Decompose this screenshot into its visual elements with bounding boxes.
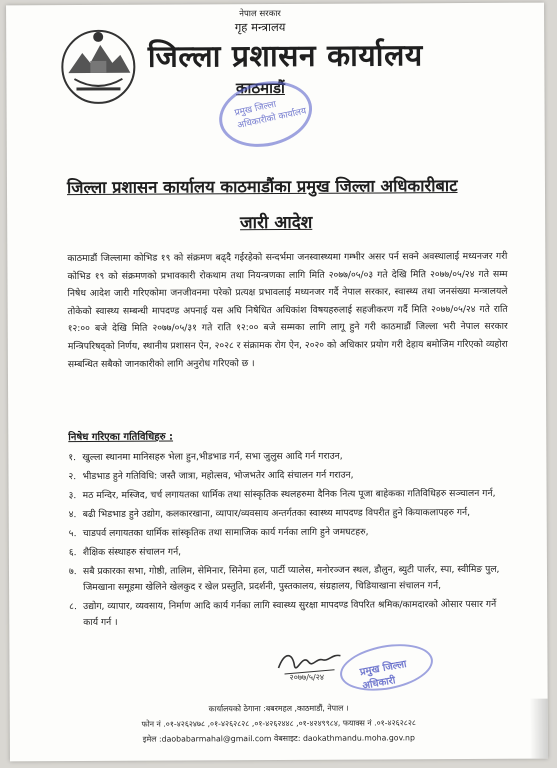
- cdo-seal: [336, 637, 436, 697]
- list-item: [69, 486, 509, 504]
- list-item: [69, 597, 509, 631]
- list-item: [69, 543, 509, 561]
- item-text: उद्योग, व्यापार, व्यवसाय, निर्माण आदि कार्य गर्नका लागि स्वास्थ्य सुरक्षा मापदण्ड विपरित श्रमिक/कामदारको ओसार पसार गर्ने कार्य गर्न ।: [83, 598, 497, 629]
- item-number: ४.: [68, 509, 77, 521]
- page-edge-shadow: [530, 699, 548, 759]
- item-text: चाडपर्व लगायतका धार्मिक सांस्कृतिक तथा सामाजिक कार्य गर्नका लागि हुने जमघटहरु,: [82, 526, 369, 540]
- district-label: काठमाडौं: [235, 78, 285, 98]
- item-number: ६.: [68, 547, 77, 559]
- list-item: [69, 562, 509, 596]
- item-number: ८.: [69, 601, 77, 613]
- footer-phones: फोन नं .०१-४२६२४७८ ,०१-४२६२८२८ ,०१-४२६२४४८ ,०१-४२४९९८४, फयाक्स नं .०१-४२६२८२८: [141, 718, 416, 729]
- item-text: बढी भिडभाड हुने उद्योग, कलकारखाना, व्यापार/व्यवसाय अन्तर्गतका स्वास्थ्य मापदण्ड विपरीत हुने कियाकलापहरु गर्न,: [82, 506, 471, 521]
- order-body: काठमाडौं जिल्लामा कोभिड १९ को संक्रमण बढ्दै गईरहेको सन्दर्भमा जनस्वास्थ्यमा गम्भीर असर पर्न सक्ने अवस्थालाई मध्यनजर गरी कोभिड १९ को संक्रमणको प्रभावकारी रोकथाम तथा नियन्त्रणका लागि मिति २०७७/०५/०३ गते देखि मिति २०७७/०५/२४ गते सम्म निषेध आदेश जारी गरिएकोमा जनजीवनमा परेको प्रत्यक्ष प्रभावलाई मध्यनजर गर्दै नेपाल सरकार, स्वास्थ्य तथा जनसंख्या मन्त्रालयले तोकेको स्वास्थ्य सम्बन्धी मापदण्ड अपनाई यस अघि निषेधित अधिकांश विषयहरुलाई सहजीकरण गर्दै मिति २०७७/०५/२४ गते राति १२:०० बजे देखि मिति २०७७/०५/३१ गते राति १२:०० बजे सम्मका लागि लागू हुने गरी काठमाडौं जिल्ला भरी नेपाल सरकार मन्त्रिपरिषद्को निर्णय, स्थानीय प्रशासन ऐन, २०२८ र संक्रामक रोग ऐन, २०२० को अधिकार प्रयोग गरी देहाय बमोजिम गरिएको व्यहोरा सम्बन्धित सबैको जानकारीको लागि अनुरोध गरिएको छ ।: [67, 250, 508, 370]
- document-subtitle: जारी आदेश: [239, 212, 313, 234]
- document-page: [6, 3, 548, 762]
- government-label: नेपाल सरकार: [239, 8, 281, 20]
- stamp-text: प्रमुख जिल्ला अधिकारीको कार्यालय: [233, 99, 308, 132]
- office-title: जिल्ला प्रशासन कार्यालय: [147, 38, 423, 75]
- footer-address: कार्यालयको ठेगाना :बबरमहल ,काठमाडौं, नेपाल ।: [208, 703, 349, 714]
- item-text: सबै प्रकारका सभा, गोष्ठी, तालिम, सेमिनार, सिनेमा हल, पार्टी प्यालेस, मनोरञ्जन स्थल, डौलुन, ब्युटी पार्लर, स्पा, स्वीमिङ पुल, जिमखाना समूहमा खेलिने खेलकुद र खेल प्रस्तुति, प्रदर्शनी, पुस्तकालय, संग्रहालय, चिडियाखाना संचालन गर्न,: [82, 563, 500, 594]
- document-title: जिल्ला प्रशासन कार्यालय काठमाडौंका प्रमुख जिल्ला अधिकारीबाट: [66, 176, 458, 198]
- item-number: ७.: [68, 566, 77, 578]
- prohibited-section-title: निषेध गरिएका गतिविधिहरु :: [68, 431, 174, 444]
- seal-text: प्रमुख जिल्ला अधिकारी: [359, 658, 408, 692]
- list-item: [68, 467, 508, 485]
- item-text: मठ मन्दिर, मस्जिद, चर्च लगायतका धार्मिक तथा सांस्कृतिक स्थलहरुमा दैनिक नित्य पूजा बाहेकका गतिविधिहरु सञ्चालन गर्न,: [82, 487, 496, 502]
- ministry-label: गृह मन्त्रालय: [234, 19, 286, 35]
- footer-contact: इमेल :daobabarmahal@gmail.com वेबसाइट: daokathmandu.moha.gov.np: [142, 733, 415, 744]
- prohibited-list: [68, 448, 509, 634]
- list-item: [69, 505, 509, 523]
- list-item: [69, 524, 509, 542]
- item-text: भीडभाड हुने गतिविधि: जस्तै जात्रा, महोत्सव, भोजभतेर आदि संचालन गर्न गराउन,: [82, 469, 354, 483]
- item-text: शैक्षिक संस्थाहरु संचालन गर्न,: [82, 546, 182, 559]
- item-number: २.: [68, 471, 77, 483]
- item-number: १.: [68, 452, 77, 464]
- list-item: [68, 448, 508, 466]
- signature-date: २०७७/५/२४: [289, 672, 325, 682]
- item-number: ५.: [68, 528, 77, 540]
- item-text: खुल्ला स्थानमा मानिसहरु भेला हुन,भीडभाड गर्न, सभा जुलुस आदि गर्न गराउन,: [82, 450, 343, 464]
- item-number: ३.: [68, 490, 77, 502]
